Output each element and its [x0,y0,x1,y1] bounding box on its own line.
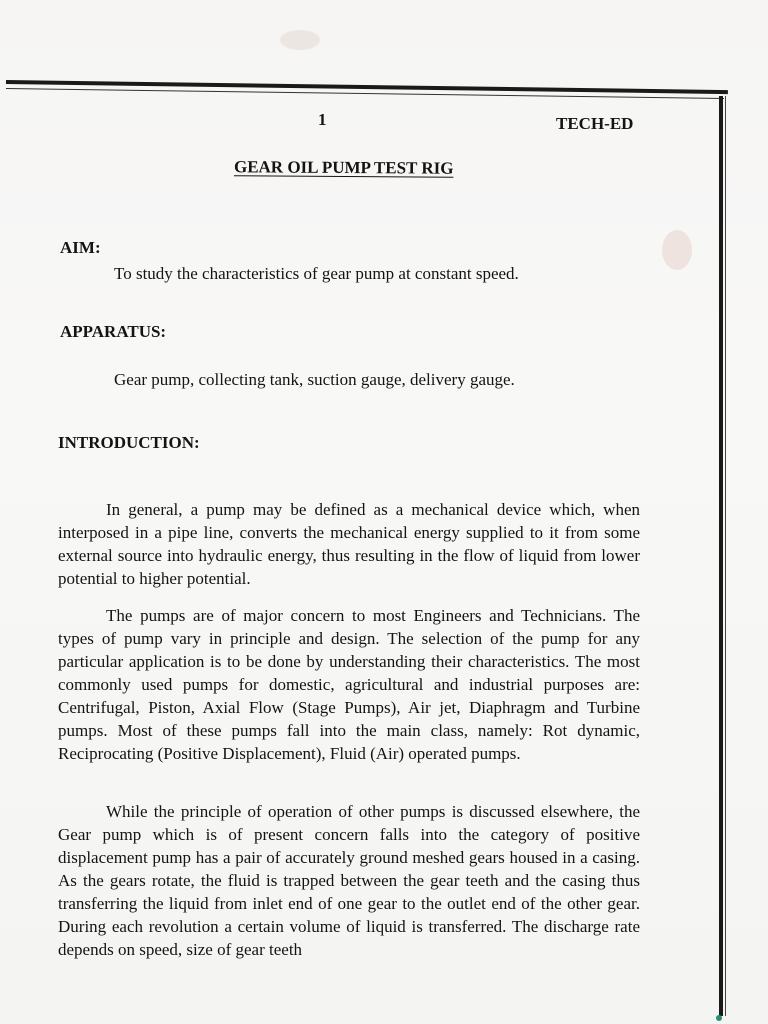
header-brand: TECH-ED [556,114,634,133]
scanner-logo-icon [716,1015,722,1021]
page-border-right-inner [725,96,726,1016]
document-title: GEAR OIL PUMP TEST RIG [233,157,454,178]
introduction-heading: INTRODUCTION: [58,433,200,452]
apparatus-heading: APPARATUS: [60,322,167,341]
intro-paragraph-1 [58,498,640,590]
page-border-top [6,80,728,94]
page-border-right [719,96,723,1016]
aim-text: To study the characteristics of gear pump at constant speed. [114,264,519,283]
page-number: 1 [318,110,327,129]
intro-paragraph-2-text: The pumps are of major concern to most Engineers and Technicians. The types of pump vary in principle and design. The selection of the pump for any particular application is to be done by understanding their characteristics. The most commonly used pumps for domestic, agricultural and industrial purposes are: Centrifugal, Piston, Axial Flow (Stage Pumps), Air jet, Diaphragm and Turbine pumps. Most of these pumps fall into the main class, namely: Rot dynamic, Reciprocating (Positive Displacement), Fluid (Air) operated pumps. [58,606,640,763]
paper-smudge [662,230,692,270]
intro-paragraph-1-text: In general, a pump may be defined as a mechanical device which, when interposed in a pipe line, converts the mechanical energy supplied to it from some external source into hydraulic energy, thus resulting in the flow of liquid from lower potential to higher potential. [58,500,640,588]
intro-paragraph-3 [58,800,640,961]
aim-heading: AIM: [60,238,101,257]
apparatus-text: Gear pump, collecting tank, suction gauge, delivery gauge. [114,370,515,389]
intro-paragraph-3-text: While the principle of operation of other pumps is discussed elsewhere, the Gear pump which is of present concern falls into the category of positive displacement pump has a pair of accurately ground meshed gears housed in a casing. As the gears rotate, the fluid is trapped between the gear teeth and the casing thus transferring the liquid from inlet end of one gear to the outlet end of the other gear. During each revolution a certain volume of liquid is transferred. The discharge rate depends on speed, size of gear teeth [58,802,640,959]
scanner-watermark [716,1014,762,1022]
intro-paragraph-2 [58,604,640,765]
paper-smudge [280,30,320,50]
